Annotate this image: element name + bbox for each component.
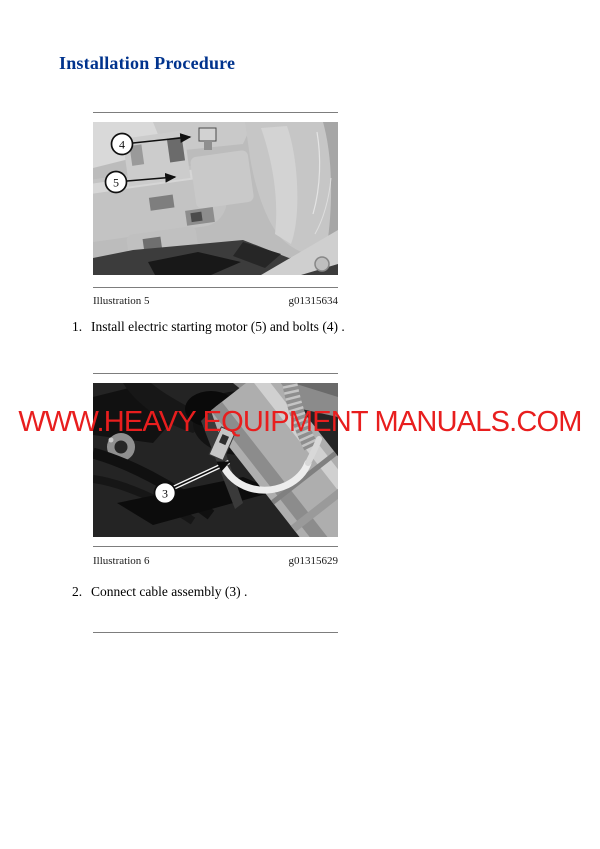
step-1-text: Install electric starting motor (5) and bolts (4) . xyxy=(91,319,345,334)
callout-3-label: 3 xyxy=(162,486,168,501)
horizontal-rule xyxy=(93,546,338,547)
horizontal-rule xyxy=(93,287,338,288)
illustration-5-figure xyxy=(93,122,338,275)
step-2-number: 2. xyxy=(72,584,83,599)
step-1 xyxy=(72,319,377,335)
callout-3-marker xyxy=(155,483,176,504)
page-title: Installation Procedure xyxy=(59,53,236,73)
callout-5-label: 5 xyxy=(113,175,119,190)
illustration-6-caption xyxy=(93,555,338,567)
illustration-5-reference-number: g01315634 xyxy=(288,295,338,307)
step-2-text: Connect cable assembly (3) . xyxy=(91,584,248,599)
illustration-6-caption-label: Illustration 6 xyxy=(93,555,150,567)
callout-5-marker xyxy=(106,172,127,193)
callout-4-label: 4 xyxy=(119,137,125,152)
horizontal-rule xyxy=(93,373,338,374)
horizontal-rule xyxy=(93,112,338,113)
illustration-5-caption-label: Illustration 5 xyxy=(93,295,150,307)
step-2 xyxy=(72,584,377,600)
watermark-text: WWW.HEAVY EQUIPMENT MANUALS.COM xyxy=(18,406,582,438)
horizontal-rule xyxy=(93,632,338,633)
illustration-5-photo xyxy=(93,122,338,275)
callout-4-marker xyxy=(112,134,133,155)
illustration-5-caption xyxy=(93,295,338,307)
illustration-6-reference-number: g01315629 xyxy=(288,555,338,567)
step-1-number: 1. xyxy=(72,319,83,334)
